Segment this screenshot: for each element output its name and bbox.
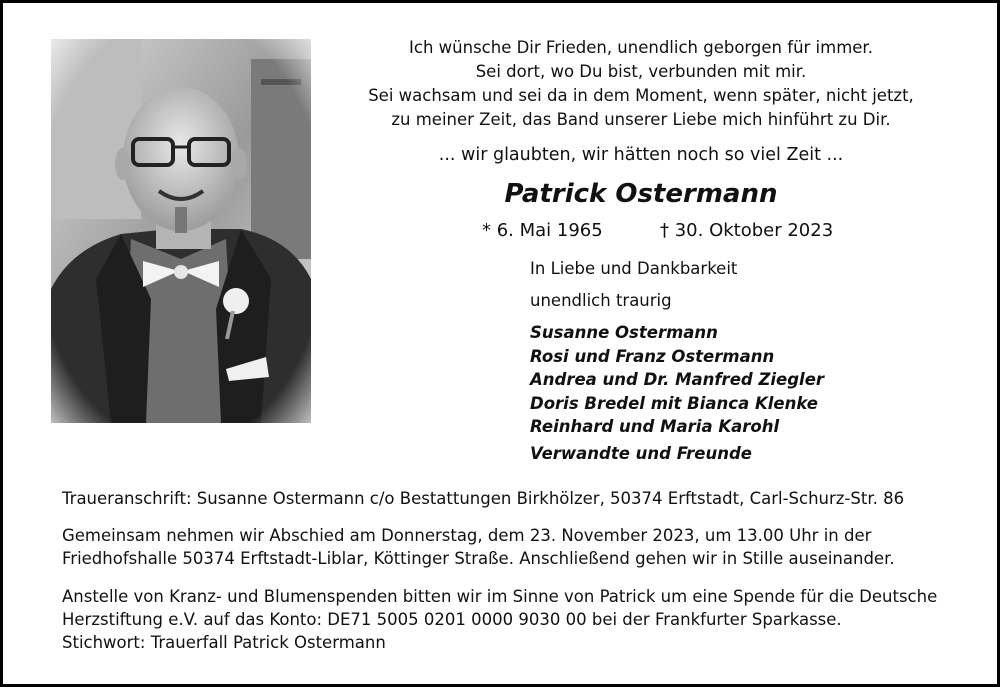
donation-info	[62, 585, 937, 654]
poem	[341, 36, 941, 132]
donation-line: Stichwort: Trauerfall Patrick Ostermann	[62, 633, 386, 652]
portrait-photo-icon	[51, 39, 311, 423]
poem-line: Sei wachsam und sei da in dem Moment, wenn später, nicht jetzt,	[368, 86, 914, 105]
ceremony-line: Gemeinsam nehmen wir Abschied am Donnerstag, dem 23. November 2023, um 13.00 Uhr in der	[62, 526, 872, 545]
death-date: † 30. Oktober 2023	[660, 220, 834, 241]
poem-line: Sei dort, wo Du bist, verbunden mit mir.	[475, 62, 807, 81]
mourners-list	[530, 321, 824, 439]
donation-line: Anstelle von Kranz- und Blumenspenden bitten wir im Sinne von Patrick um eine Spende für die Deutsche	[62, 587, 938, 606]
mourner-name: Reinhard und Maria Karohl	[530, 417, 780, 436]
mourner-name: Rosi und Franz Ostermann	[530, 346, 775, 366]
ceremony-line: Friedhofshalle 50374 Erftstadt-Liblar, Köttinger Straße. Anschließend gehen wir in Stille auseinander.	[62, 549, 895, 568]
donation-line: Herzstiftung e.V. auf das Konto: DE71 5005 0201 0000 9030 00 bei der Frankfurter Sparkasse.	[62, 610, 842, 629]
subline-quote: ... wir glaubten, wir hätten noch so viel Zeit ...	[438, 145, 844, 165]
mourner-name: Doris Bredel mit Bianca Klenke	[530, 393, 818, 413]
mourning-address: Traueranschrift: Susanne Ostermann c/o Bestattungen Birkhölzer, 50374 Erftstadt, Carl-Schurz-Str. 86	[62, 489, 905, 508]
poem-line: zu meiner Zeit, das Band unserer Liebe mich hinführt zu Dir.	[391, 110, 891, 129]
mourner-name: Susanne Ostermann	[530, 323, 718, 342]
greeting-line-1: In Liebe und Dankbarkeit	[530, 259, 738, 278]
birth-date: * 6. Mai 1965	[482, 220, 603, 241]
portrait-photo	[51, 39, 311, 423]
ceremony-info	[62, 524, 895, 570]
greeting-line-2: unendlich traurig	[530, 291, 672, 310]
mourner-name: Andrea und Dr. Manfred Ziegler	[530, 370, 825, 389]
poem-line: Ich wünsche Dir Frieden, unendlich geborgen für immer.	[409, 38, 873, 57]
deceased-name: Patrick Ostermann	[504, 179, 778, 209]
relatives-line: Verwandte und Freunde	[530, 444, 752, 463]
